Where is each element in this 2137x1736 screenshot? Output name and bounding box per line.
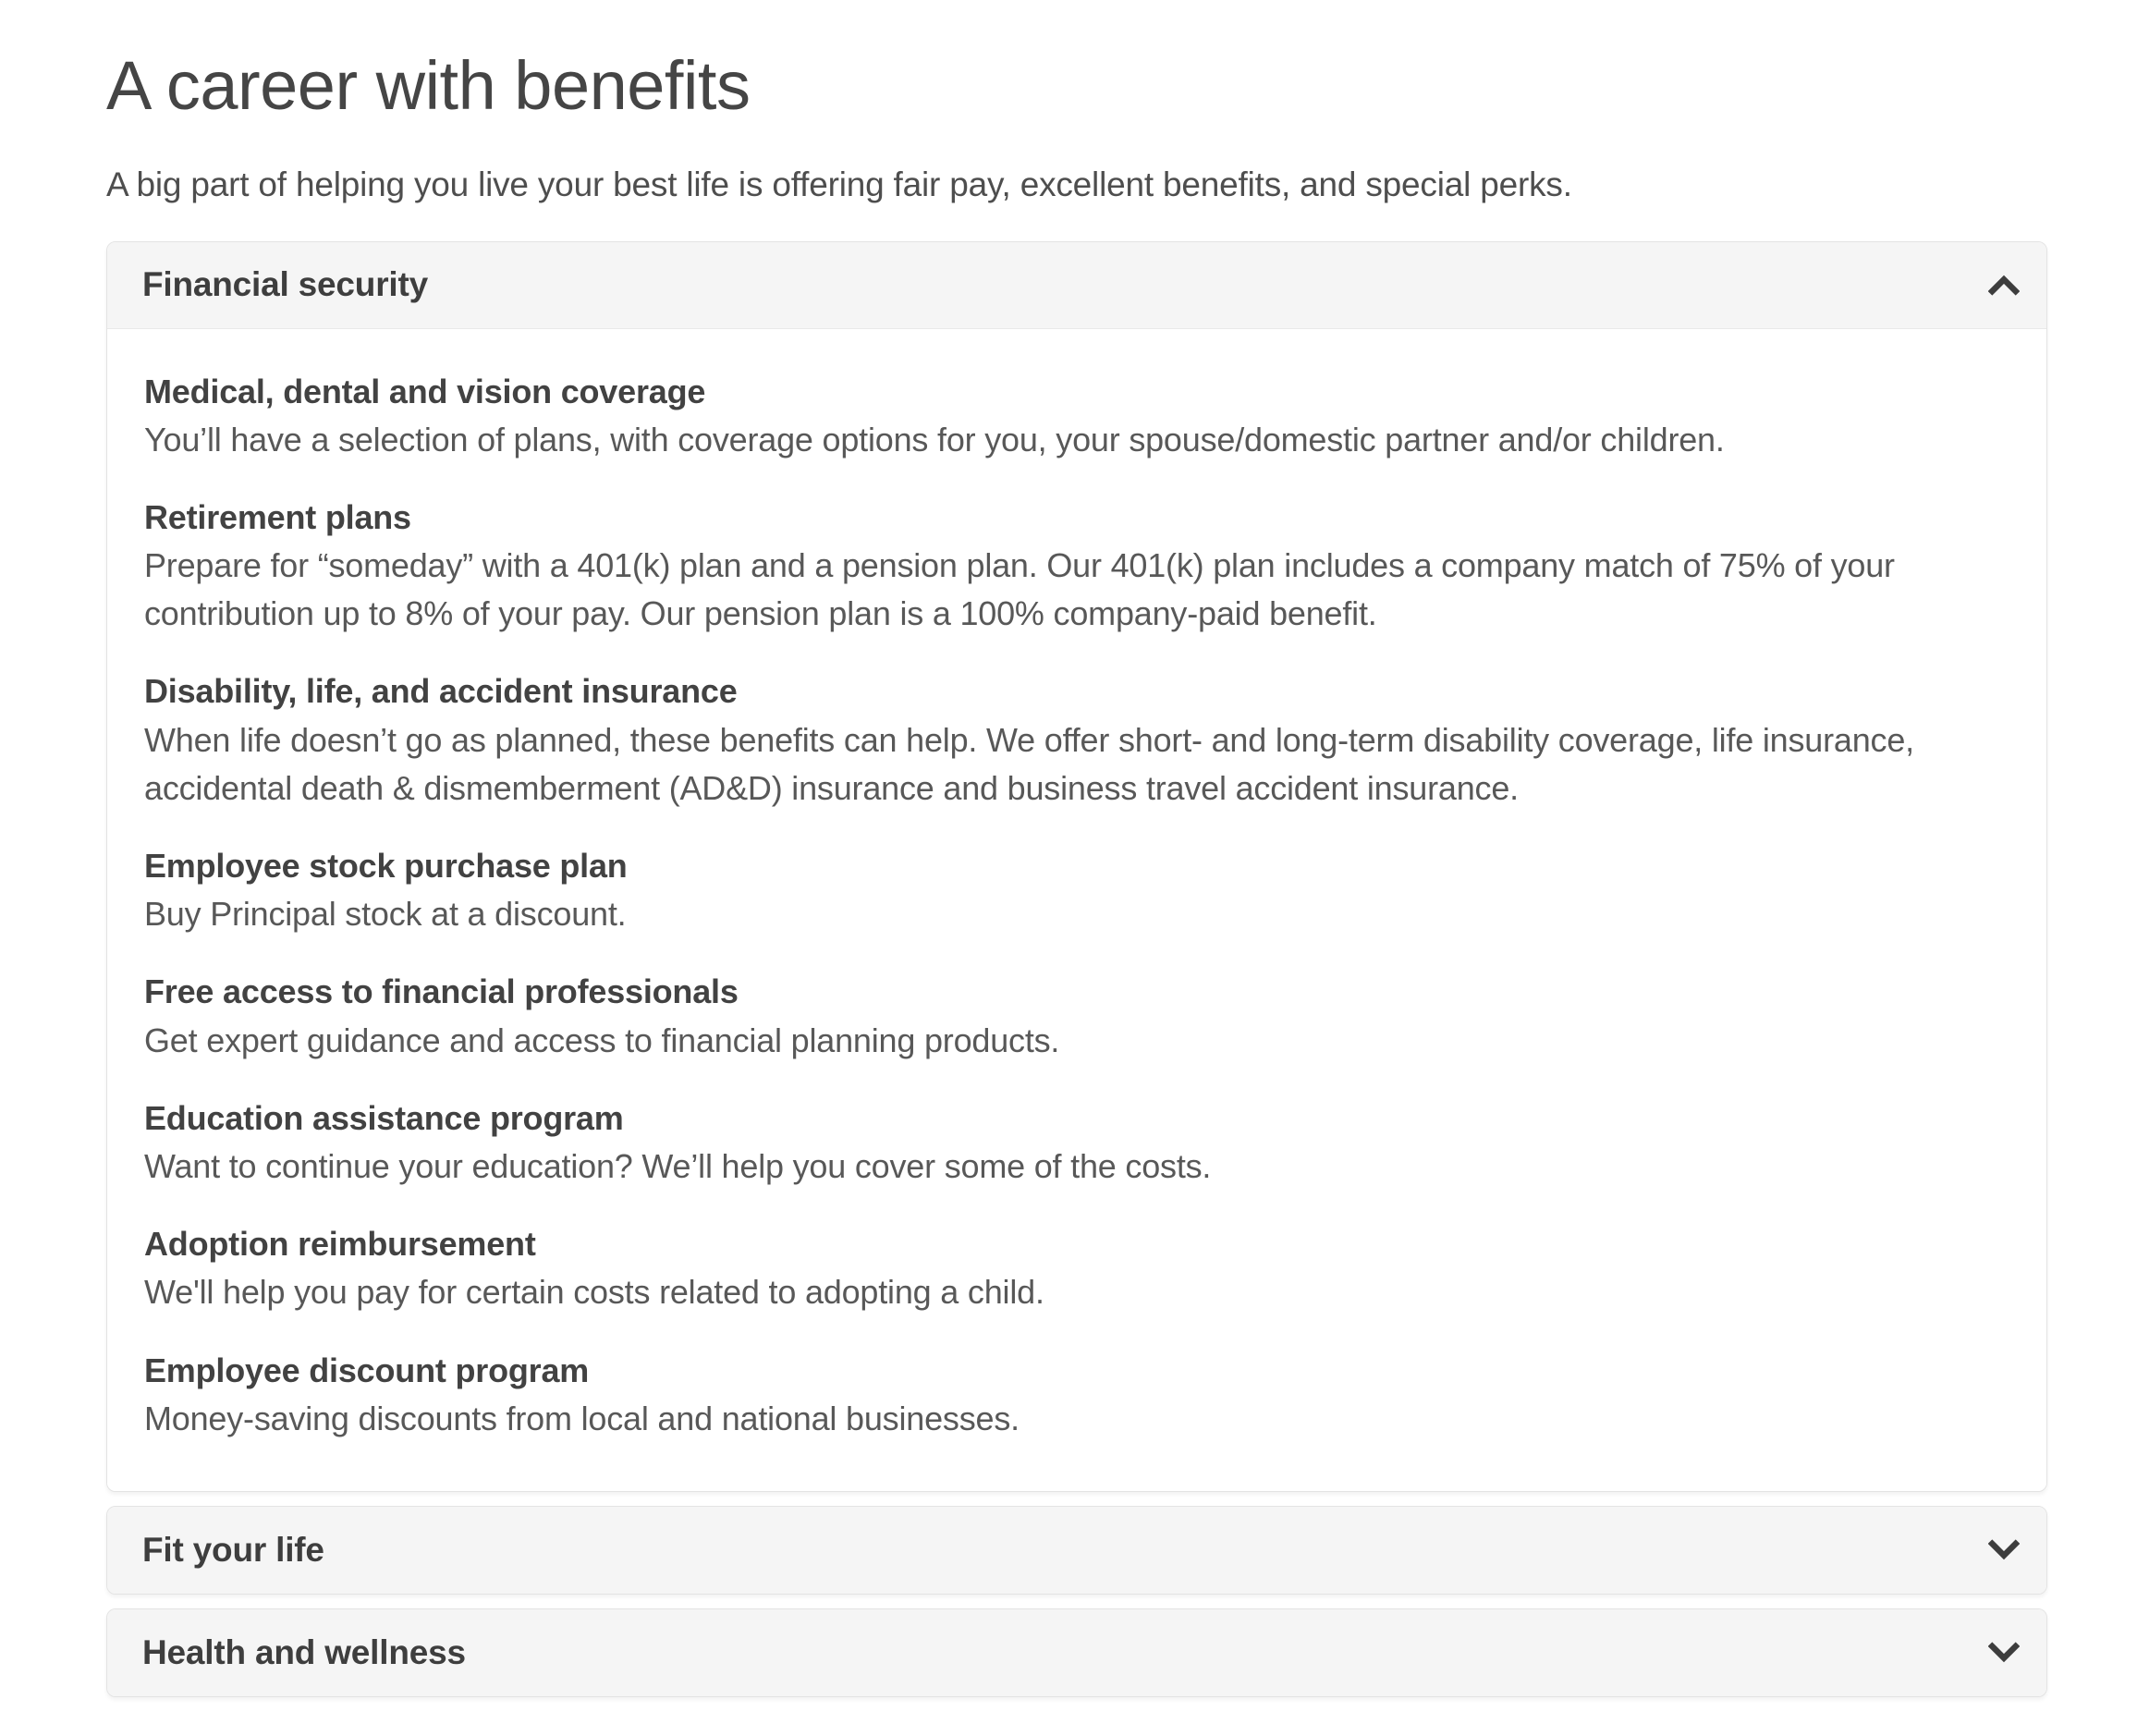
- benefit-heading: Adoption reimbursement: [144, 1225, 536, 1264]
- benefit-description: Money-saving discounts from local and national businesses.: [144, 1399, 1020, 1437]
- benefit-heading: Free access to financial professionals: [144, 972, 739, 1011]
- accordion-label-financial-security: Financial security: [142, 265, 428, 304]
- benefit-item: [144, 842, 1960, 938]
- accordion-header-financial-security[interactable]: [107, 242, 2046, 329]
- page-title: A career with benefits: [106, 47, 751, 124]
- page-intro: A big part of helping you live your best life is offering fair pay, excellent benefits, and special perks.: [106, 165, 1572, 203]
- benefit-item: [144, 667, 1960, 813]
- accordion-label-fit-your-life: Fit your life: [142, 1530, 324, 1569]
- benefit-description: Buy Principal stock at a discount.: [144, 895, 627, 934]
- benefit-description: Prepare for “someday” with a 401(k) plan and a pension plan. Our 401(k) plan includes a company match of 75% of your contribution up to 8% of your pay. Our pension plan is a 100% company-paid benefit.: [144, 546, 1895, 633]
- benefit-description: Get expert guidance and access to financial planning products.: [144, 1021, 1060, 1059]
- benefit-heading: Disability, life, and accident insurance: [144, 672, 738, 711]
- benefit-heading: Education assistance program: [144, 1098, 624, 1137]
- benefit-heading: Employee stock purchase plan: [144, 847, 628, 886]
- chevron-down-icon: [1988, 1539, 2020, 1561]
- benefit-item: [144, 368, 1960, 464]
- benefit-heading: Employee discount program: [144, 1351, 590, 1389]
- benefit-description: When life doesn’t go as planned, these benefits can help. We offer short- and long-term disability coverage, life insurance, accidental death & dismemberment (AD&D) insurance and business travel accident insurance.: [144, 720, 1914, 807]
- chevron-up-icon: [1988, 274, 2020, 296]
- benefit-item: [144, 968, 1960, 1064]
- benefits-accordion: [106, 241, 2047, 1697]
- benefit-item: [144, 1094, 1960, 1191]
- accordion-label-health-and-wellness: Health and wellness: [142, 1632, 466, 1671]
- benefit-description: You’ll have a selection of plans, with coverage options for you, your spouse/domestic partner and/or children.: [144, 420, 1725, 458]
- benefit-heading: Medical, dental and vision coverage: [144, 372, 706, 410]
- chevron-down-icon: [1988, 1642, 2020, 1664]
- accordion-panel-health-and-wellness: [106, 1608, 2047, 1697]
- accordion-header-fit-your-life[interactable]: [107, 1507, 2046, 1594]
- benefit-item: [144, 1220, 1960, 1316]
- benefit-item: [144, 1347, 1960, 1443]
- benefit-heading: Retirement plans: [144, 497, 411, 536]
- benefit-item: [144, 494, 1960, 639]
- accordion-header-health-and-wellness[interactable]: [107, 1609, 2046, 1696]
- accordion-body-financial-security: [107, 329, 2046, 1491]
- accordion-panel-financial-security: [106, 241, 2047, 1492]
- benefit-description: Want to continue your education? We’ll help you cover some of the costs.: [144, 1146, 1212, 1185]
- accordion-panel-fit-your-life: [106, 1506, 2047, 1595]
- benefit-description: We'll help you pay for certain costs related to adopting a child.: [144, 1273, 1044, 1312]
